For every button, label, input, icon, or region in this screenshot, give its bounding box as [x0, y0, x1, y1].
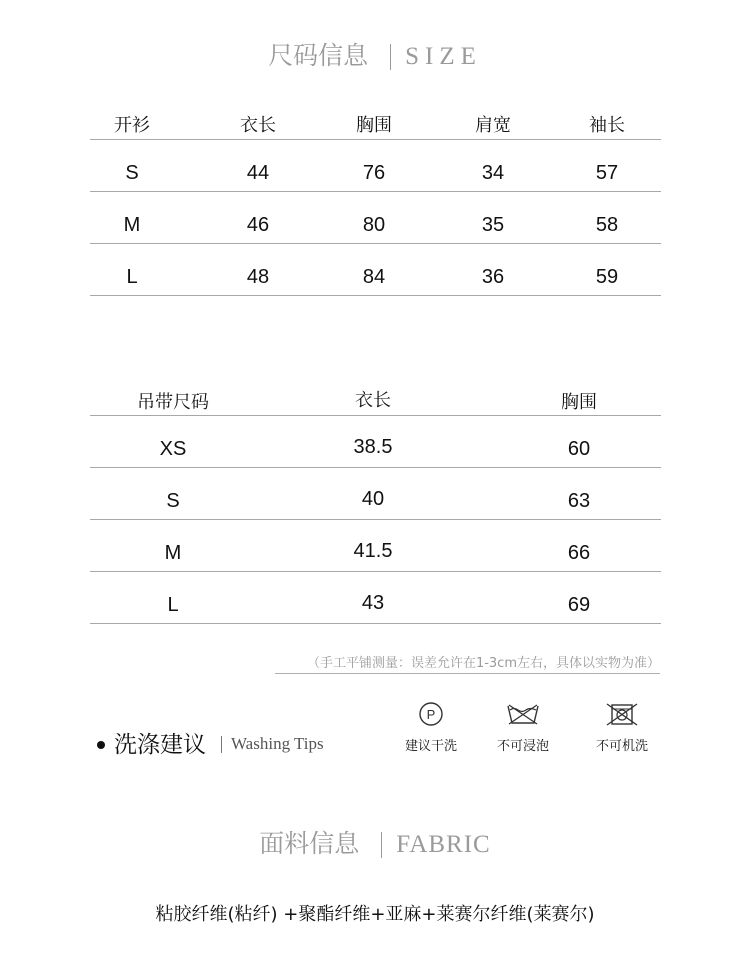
table-row [90, 244, 661, 296]
bust-cell: 69 [567, 594, 591, 616]
no-machine-wash-icon [604, 701, 640, 727]
header-cell-bust: 胸围 [561, 392, 597, 413]
bust-cell: 76 [362, 162, 386, 184]
fabric-section-title [0, 824, 750, 860]
table-row [90, 192, 661, 244]
measurement-note: （手工平铺测量：误差允许在1-3cm左右，具体以实物为准） [275, 652, 660, 674]
dry-clean-icon [418, 701, 444, 727]
length-cell: 44 [246, 162, 270, 184]
table-row [90, 520, 661, 572]
fabric-composition: 粘胶纤维(粘纤) +聚酯纤维+亚麻+莱赛尔纤维(莱赛尔) [155, 904, 595, 925]
header-cell-shoulder: 肩宽 [475, 115, 511, 136]
washing-title-divider [221, 736, 222, 753]
header-cell-sleeve: 袖长 [589, 115, 625, 136]
fabric-title-en: FABRIC [396, 831, 491, 858]
care-label: 不可浸泡 [496, 739, 549, 754]
size-cell: L [167, 594, 179, 616]
table-row [90, 416, 661, 468]
size-cell: M [164, 542, 182, 564]
fabric-title-cn: 面料信息 [259, 829, 360, 858]
size-cell: S [166, 490, 180, 512]
length-cell: 38.5 [353, 436, 393, 458]
care-label: 不可机洗 [595, 739, 648, 754]
sleeve-cell: 58 [595, 214, 619, 236]
header-cell-bust: 胸围 [356, 115, 392, 136]
header-cell-size: 吊带尺码 [137, 392, 209, 413]
care-item-dry-clean [386, 701, 476, 754]
sleeve-cell: 59 [595, 266, 619, 288]
table-header-row [90, 91, 661, 140]
size-title-en: SIZE [405, 43, 482, 70]
header-cell-style: 开衫 [114, 115, 150, 136]
table-row [90, 140, 661, 192]
table-row [90, 468, 661, 520]
table-header-row [90, 367, 661, 416]
shoulder-cell: 36 [481, 266, 505, 288]
camisole-size-table [90, 367, 661, 624]
svg-text:P: P [426, 707, 436, 722]
shoulder-cell: 35 [481, 214, 505, 236]
shoulder-cell: 34 [481, 162, 505, 184]
size-cell: S [125, 162, 139, 184]
bust-cell: 80 [362, 214, 386, 236]
cardigan-size-table [90, 91, 661, 296]
header-cell-length: 衣长 [355, 390, 391, 411]
bullet-dot-icon [97, 741, 105, 749]
title-divider [381, 832, 382, 858]
bust-cell: 66 [567, 542, 591, 564]
size-title-cn: 尺码信息 [268, 41, 369, 70]
size-cell: L [126, 266, 138, 288]
bust-cell: 84 [362, 266, 386, 288]
bust-cell: 63 [567, 490, 591, 512]
care-item-no-machine-wash [577, 701, 667, 754]
length-cell: 41.5 [353, 540, 393, 562]
bust-cell: 60 [567, 438, 591, 460]
header-cell-length: 衣长 [240, 115, 276, 136]
sleeve-cell: 57 [595, 162, 619, 184]
do-not-soak-icon [505, 701, 541, 727]
table-row [90, 572, 661, 624]
care-label: 建议干洗 [404, 739, 457, 754]
care-item-no-soak [478, 701, 568, 754]
length-cell: 40 [361, 488, 385, 510]
washing-title-cn: 洗涤建议 [114, 732, 206, 758]
size-cell: M [123, 214, 141, 236]
size-cell: XS [159, 438, 187, 460]
size-section-title [0, 36, 750, 72]
length-cell: 46 [246, 214, 270, 236]
title-divider [390, 44, 391, 70]
washing-title-en: Washing Tips [231, 734, 324, 753]
length-cell: 43 [361, 592, 385, 614]
length-cell: 48 [246, 266, 270, 288]
